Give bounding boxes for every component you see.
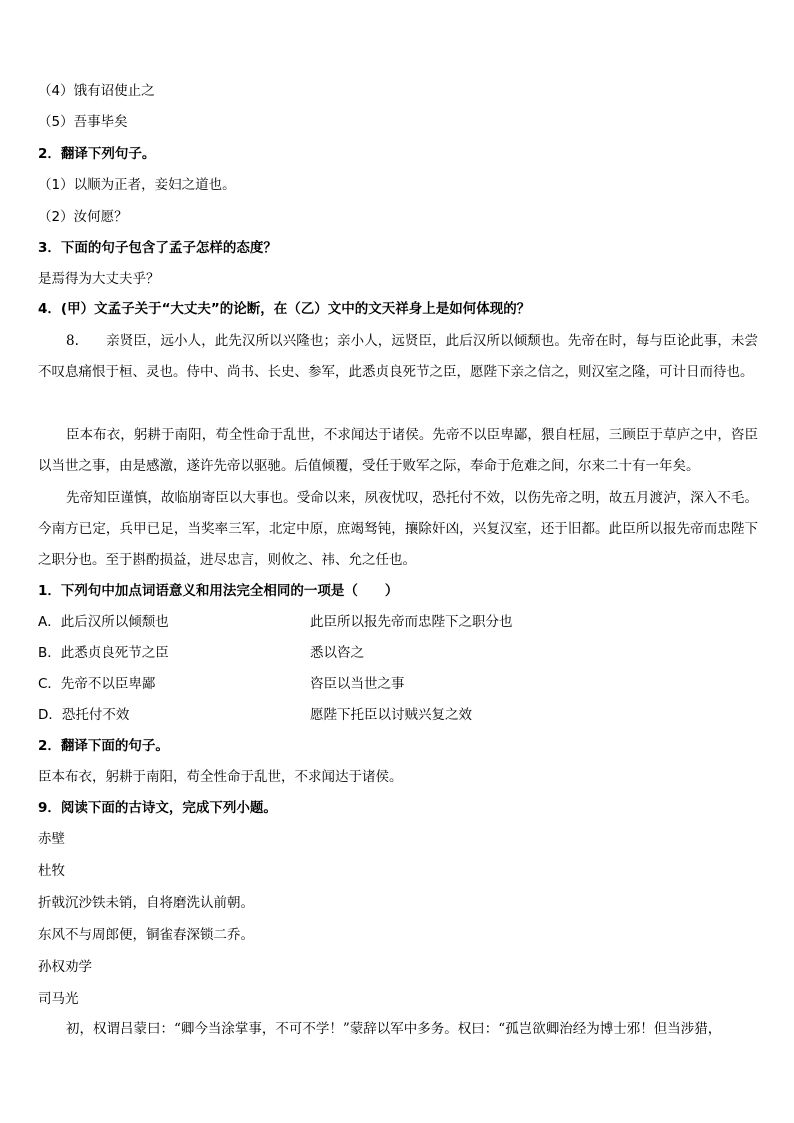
option-b-right: 悉以咨之 [310,645,364,661]
option-d-left: D．恐托付不效 [38,707,130,723]
text-line: 臣本布衣，躬耕于南阳，苟全性命于乱世，不求闻达于诸侯。 [38,769,403,785]
prose-title: 孙权劝学 [38,959,92,975]
question-heading: 3．下面的句子包含了孟子怎样的态度？ [38,240,277,256]
text-line: （4）饿有诏使止之 [38,83,155,99]
passage-paragraph: 先帝知臣谨慎，故临崩寄臣以大事也。受命以来，夙夜忧叹，恐托付不效，以伤先帝之明，故五月渡泸，深入不毛。今南方已定，兵甲已足，当奖率三军，北定中原，庶竭驽钝，攘除奸凶，兴复汉室，还于旧都。此臣所以报先帝而忠陛下之职分也。至于斟酌损益，进尽忠言，则攸之、祎、允之任也。 [38,490,758,568]
poem-line: 东风不与周郎便，铜雀春深锁二乔。 [38,927,254,943]
question-heading: 2．翻译下面的句子。 [38,738,169,754]
option-c-left: C．先帝不以臣卑鄙 [38,676,156,692]
passage-paragraph: 臣本布衣，躬耕于南阳，苟全性命于乱世，不求闻达于诸侯。先帝不以臣卑鄙，猥自枉屈，三顾臣于草庐之中，咨臣以当世之事，由是感激，遂许先帝以驱驰。后值倾覆，受任于败军之际，奉命于危难之间，尔来二十有一年矣。 [38,427,758,474]
poem-title: 赤壁 [38,831,65,847]
option-a-right: 此臣所以报先帝而忠陛下之职分也 [310,614,513,630]
option-b-left: B．此悉贞良死节之臣 [38,645,169,661]
question-heading: 2．翻译下列句子。 [38,146,156,162]
text-line: （1）以顺为正者，妾妇之道也。 [38,177,236,193]
option-d-right: 愿陛下托臣以讨贼兴复之效 [310,707,472,723]
text-line: （2）汝何愿？ [38,209,128,225]
text-line: （5）吾事毕矣 [38,114,128,130]
text-line: 是焉得为大丈夫乎？ [38,271,160,287]
option-c-right: 咨臣以当世之事 [310,676,405,692]
prose-paragraph: 初，权谓吕蒙曰：“卿今当涂掌事，不可不学！”蒙辞以军中多务。权曰：“孤岂欲卿治经为博士邪！但当涉猎， [66,1021,722,1037]
question-heading: 9．阅读下面的古诗文，完成下列小题。 [38,800,277,816]
question-heading: 1．下列句中加点词语意义和用法完全相同的一项是（ ） [38,583,399,599]
passage-paragraph: 8. 亲贤臣，远小人，此先汉所以兴隆也；亲小人，远贤臣，此后汉所以倾颓也。先帝在时，每与臣论此事，未尝不叹息痛恨于桓、灵也。侍中、尚书、长史、参军，此悉贞良死节之臣，愿陛下亲之信之，则汉室之隆，可计日而待也。 [38,333,758,380]
poem-author: 杜牧 [38,863,65,879]
option-a-left: A．此后汉所以倾颓也 [38,614,169,630]
prose-author: 司马光 [38,991,79,1007]
question-heading: 4．(甲）文孟子关于“大丈夫”的论断，在（乙）文中的文天祥身上是如何体现的？ [38,301,531,317]
poem-line: 折戟沉沙铁未销，自将磨洗认前朝。 [38,895,254,911]
